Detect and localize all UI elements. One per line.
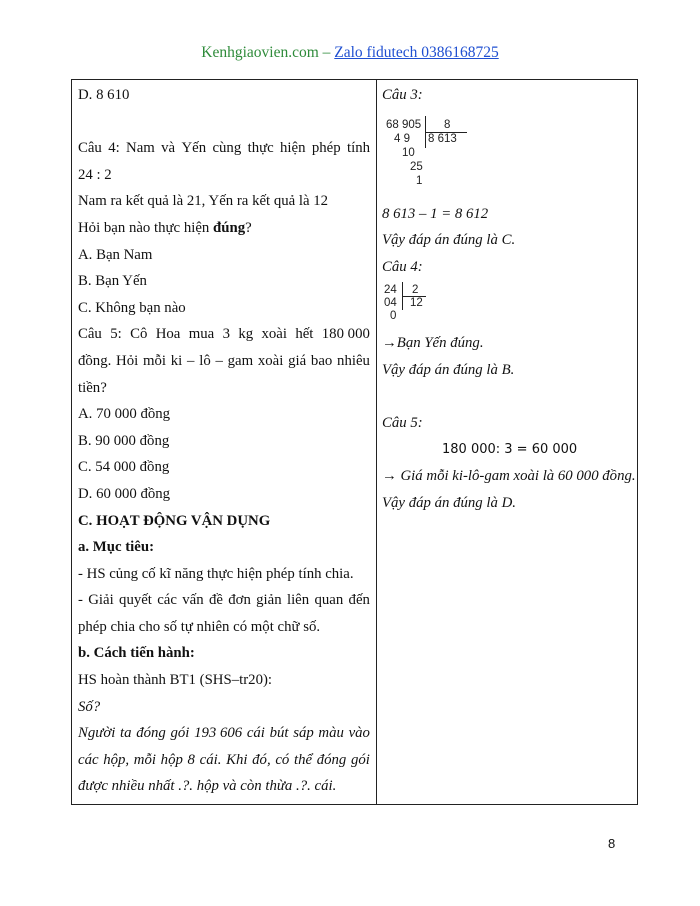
exercise-title: Số? (78, 698, 101, 715)
column-divider (376, 80, 377, 804)
question-5-line-1 (78, 321, 370, 348)
word: các (157, 592, 177, 609)
div1-remainder-1: 4 9 (394, 132, 410, 145)
word: tính (346, 140, 370, 157)
word: thực (247, 140, 274, 157)
word: cùng (212, 140, 242, 157)
word: xoài (261, 326, 287, 343)
word: Người (78, 725, 116, 742)
word: cái (246, 725, 265, 742)
word: vấn (182, 592, 204, 609)
word: Yến (181, 140, 207, 157)
lesson-table (71, 79, 638, 805)
word: mỗi (133, 751, 156, 768)
word: mua (188, 326, 215, 343)
word: – (215, 352, 223, 369)
question-5-line-3: tiền? (78, 379, 107, 396)
word: Nam (126, 140, 155, 157)
div2-quotient: 12 (410, 297, 423, 310)
answer-4-heading: Câu 4: (382, 258, 423, 275)
word: cái. (199, 751, 222, 768)
div1-remainder-3: 25 (410, 160, 423, 173)
muc-tieu-item-1: - HS củng cố kĩ năng thực hiện phép tính chia. (78, 565, 354, 582)
exercise-line-3: được nhiều nhất .?. hộp và còn thừa .?. cái. (78, 778, 337, 795)
word: hết (295, 326, 314, 343)
word: và (161, 140, 176, 157)
question-5-option-d: D. 60 000 đồng (78, 485, 171, 502)
word: gói (170, 725, 190, 742)
word: Câu (78, 140, 102, 157)
word: vào (348, 725, 370, 742)
question-4-expression: 24 : 2 (78, 166, 112, 183)
div1-quotient: 8 613 (428, 132, 457, 145)
word: có (275, 751, 290, 768)
question-4-line-3: Nam ra kết quả là 21, Yến ra kết quả là 12 (78, 193, 329, 210)
cach-tien-hanh-heading: b. Cách tiến hành: (78, 645, 195, 662)
word: 8 (187, 751, 195, 768)
section-c-heading: C. HOẠT ĐỘNG VẬN DỤNG (78, 512, 271, 529)
page-number: 8 (608, 836, 616, 851)
header-separator: – (322, 44, 331, 61)
long-division-24-by-2 (382, 280, 636, 330)
div2-remainder-2: 0 (390, 310, 397, 323)
word: 193 606 (194, 725, 243, 742)
div1-horizontal-bar (425, 132, 467, 133)
div1-dividend: 68 905 (386, 118, 422, 131)
word: 5: (110, 326, 122, 343)
word: đến (348, 592, 370, 609)
answer-5-conclusion: Vậy đáp án đúng là D. (382, 494, 516, 511)
header-brand: Kenhgiaovien.com (201, 44, 319, 61)
word: phép (311, 140, 341, 157)
question-5-option-c: C. 54 000 đồng (78, 459, 170, 476)
word: bao (310, 352, 333, 369)
answer-4-result: →Bạn Yến đúng. (382, 335, 484, 352)
word: Khi (226, 751, 248, 768)
page-header (0, 44, 700, 62)
muc-tieu-heading: a. Mục tiêu: (78, 539, 155, 556)
div1-remainder-4: 1 (416, 174, 423, 187)
question-4-line-1 (78, 135, 370, 162)
question-5-line-2 (78, 348, 370, 375)
question-4-option-c: C. Không bạn nào (78, 299, 186, 316)
word: quyết (119, 592, 152, 609)
word: Câu (78, 326, 102, 343)
answer-5-price: → Giá mỗi ki-lô-gam xoài là 60 000 đồng. (382, 468, 636, 485)
word: đề (208, 592, 223, 609)
word: giản (256, 592, 282, 609)
word: giá (288, 352, 307, 369)
div2-remainder-1: 04 (384, 297, 397, 310)
word: đồng. (78, 352, 112, 369)
answer-4-conclusion: Vậy đáp án đúng là B. (382, 361, 515, 378)
word: xoài (257, 352, 284, 369)
word: ki (170, 352, 183, 369)
right-column (382, 82, 636, 517)
question-5-option-a: A. 70 000 đồng (78, 406, 171, 423)
word: quan (314, 592, 344, 609)
word: – (187, 352, 195, 369)
word: gói (350, 751, 370, 768)
activity-instruction: HS hoàn thành BT1 (SHS–tr20): (78, 672, 272, 689)
exercise-line-1 (78, 720, 370, 747)
word: màu (318, 725, 344, 742)
blank-line (382, 384, 636, 411)
div2-divisor: 2 (412, 284, 419, 297)
div1-divisor: 8 (444, 118, 451, 131)
word: Cô (130, 326, 148, 343)
blank-line (78, 109, 370, 136)
word: ta (120, 725, 132, 742)
answer-5-heading: Câu 5: (382, 415, 423, 432)
word: các (78, 751, 99, 768)
word: đóng (316, 751, 347, 768)
question-4-line-4: Hỏi bạn nào thực hiện đúng? (78, 219, 252, 236)
word: 180 000 (321, 326, 370, 343)
word: hiện (280, 140, 306, 157)
word: Hỏi (116, 352, 139, 369)
word: liên (286, 592, 310, 609)
answer-3-calc: 8 613 – 1 = 8 612 (382, 205, 489, 222)
word: đơn (228, 592, 251, 609)
word: - (78, 592, 83, 609)
question-4-option-a: A. Bạn Nam (78, 246, 153, 263)
word: hộp, (103, 751, 130, 768)
word: bút (269, 725, 289, 742)
answer-5-equation: 180 000: 3 = 60 000 (442, 441, 578, 457)
option-d-8610: D. 8 610 (78, 87, 130, 103)
word: kg (238, 326, 254, 343)
left-column (78, 82, 370, 800)
word: 3 (222, 326, 230, 343)
word: mỗi (143, 352, 167, 369)
word: đóng (136, 725, 166, 742)
word: thể (293, 751, 313, 768)
answer-3-heading: Câu 3: (382, 87, 423, 103)
arrow-icon: → (382, 468, 397, 485)
arrow-icon: → (382, 335, 397, 352)
div1-remainder-2: 10 (402, 146, 415, 159)
word: gam (227, 352, 254, 369)
header-zalo-link[interactable]: Zalo fidutech 0386168725 (334, 44, 499, 61)
word: nhiêu (337, 352, 370, 369)
exercise-line-2 (78, 747, 370, 774)
div2-dividend: 24 (384, 284, 397, 297)
answer-3-conclusion: Vậy đáp án đúng là C. (382, 232, 516, 249)
word: 4: (108, 140, 120, 157)
muc-tieu-item-2-cont: phép chia cho số tự nhiên có một chữ số. (78, 618, 321, 635)
muc-tieu-item-2 (78, 587, 370, 614)
long-division-68905-by-8 (382, 113, 636, 201)
word: đó, (252, 751, 271, 768)
question-4-option-b: B. Bạn Yến (78, 273, 147, 290)
question-5-option-b: B. 90 000 đồng (78, 432, 170, 449)
word: lô (199, 352, 211, 369)
word: hộp (160, 751, 183, 768)
word: Giải (88, 592, 114, 609)
div2-horizontal-bar (402, 296, 426, 297)
word: Hoa (155, 326, 181, 343)
word: sáp (293, 725, 314, 742)
